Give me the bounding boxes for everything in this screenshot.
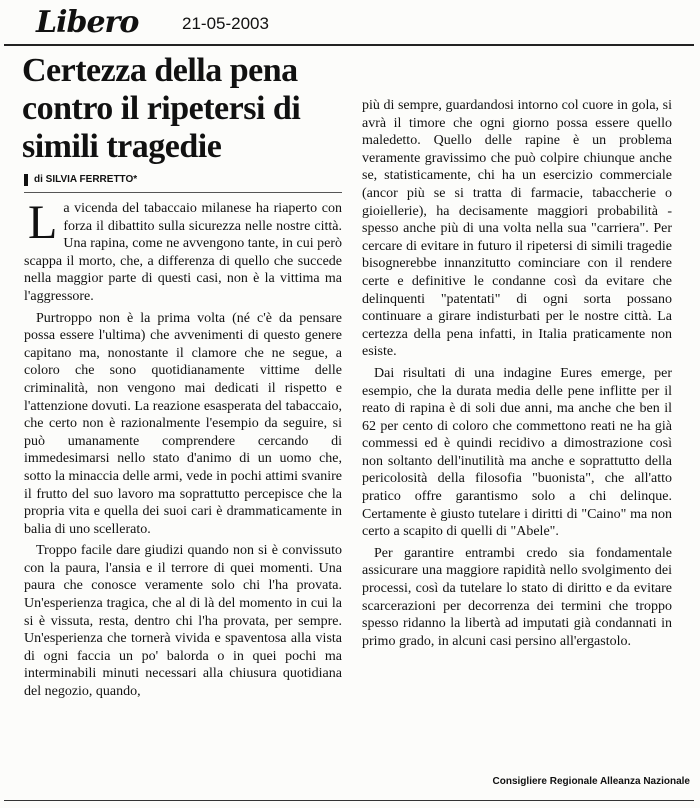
bottom-rule	[4, 800, 694, 801]
byline-divider	[24, 192, 342, 193]
publication-date: 21-05-2003	[182, 14, 269, 33]
newspaper-logo: Libero	[36, 5, 139, 40]
masthead	[4, 4, 694, 46]
paragraph-4: più di sempre, guardandosi intorno col cuore in gola, si avrà il timore che ogni giorno possa essere quello maledetto. Quello delle rapine è un problema veramente gravissimo che può colpire chiunque anche se, statisticamente, chi ha un esercizio commerciale (ancor più se si tratta di farmacie, tabaccherie o gioiellerie), ha decisamente maggiori probabilità - spesso anche più di una volta nella sua "carriera". Per cercare di evitare in futuro il ripetersi di simili tragedie bisognerebbe innanzitutto cominciare con il rendere certe e definitive le condanne così da evitare che delinquenti "patentati" di ogni sorta possano continuare a girare indisturbati per le nostre città. La certezza della pena infatti, in Italia praticamente non esiste.	[362, 98, 672, 360]
article-headline: Certezza della pena contro il ripetersi di simili tragedie	[22, 52, 301, 165]
paragraph-5: Dai risultati di una indagine Eures emerge, per esempio, che la durata media delle pene inflitte per il reato di rapina è di soli due anni, ma anche che ben il 62 per cento di coloro che commettono reati ne ha già commessi ed è quindi recidivo a dimostrazione così non soltanto dell'inutilità ma anche e soprattutto della pericolosità della filosofia "buonista", che all'atto pratico offre garantismo solo a chi delinque. Certamente è giusto tutelare i diritti di "Caino" ma non certo a scapito di quelli di "Abele".	[362, 365, 672, 540]
paragraph-2: Purtroppo non è la prima volta (né c'è da pensare possa essere l'ultima) che avvenimenti di questo genere capitano ma, nonostante il clamore che ne segue, a coloro che sono quotidianamente vittime delle criminalità, non vengono mai dedicati il rispetto e l'attenzione dovuti. La reazione esasperata del tabaccaio, che certo non è razionalmente l'esempio da seguire, si può umanamente comprendere cercando di immedesimarsi nello stato d'animo di un uomo che, sotto la minaccia delle armi, vede in pochi attimi svanire il frutto del suo lavoro ma soprattutto percepisce che la propria vita e quella dei suoi cari è drammaticamente in balia di uno scellerato.	[24, 310, 342, 537]
paragraph-6: Per garantire entrambi credo sia fondamentale assicurare una maggiore rapidità nello svolgimento dei processi, così da tutelare lo stato di diritto e da evitare scarcerazioni per decorrenza dei termini che troppo spesso ridanno la libertà ad imputati già condannati in primo grado, in alcuni casi persino all'ergastolo.	[362, 545, 672, 649]
paragraph-1	[24, 196, 342, 306]
byline: di SILVIA FERRETTO*	[24, 174, 334, 186]
paragraph-1-text: a vicenda del tabaccaio milanese ha riaperto con forza il dibattito sulla sicurezza nelle nostre città. Una rapina, come ne avvengono tante, in cui però scappa il morto, che, a differenza di quello che succede nella maggior parte di questi casi, non è la vittima ma l'aggressore.	[24, 201, 342, 304]
paragraph-3: Troppo facile dare giudizi quando non si è convissuto con la paura, l'ansia e il terrore di quei momenti. Una paura che conosce veramente solo chi l'ha provata. Un'esperienza tragica, che al di là del momento in cui la si è vissuta, resta, dentro chi l'ha provata, per sempre. Un'esperienza che tornerà vivida e spaventosa alla vista di ogni faccia un po' balorda o in quei pochi ma interminabili minuti necessari alla chiusura quotidiana del negozio, quando,	[24, 543, 342, 700]
author-signature: Consigliere Regionale Alleanza Nazionale	[492, 776, 690, 787]
article-column-right	[362, 97, 672, 654]
drop-cap: L	[28, 196, 58, 249]
article-column-left	[24, 196, 342, 705]
